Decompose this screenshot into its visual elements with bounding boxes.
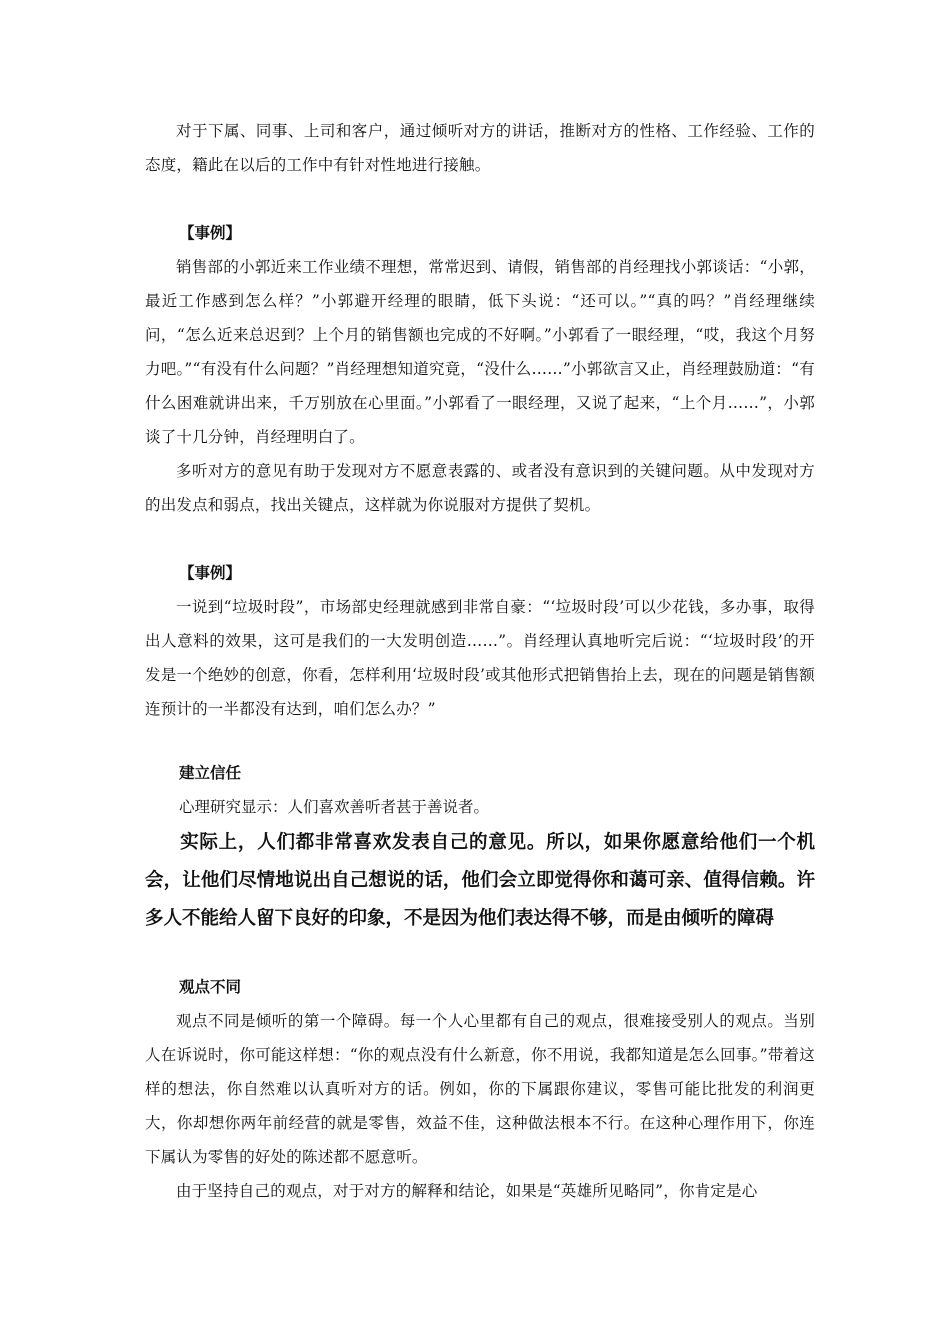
case-1-heading: 【事例】 [179,224,242,242]
trust-section [145,756,815,938]
intro-paragraph: 对于下属、同事、上司和客户，通过倾听对方的讲话，推断对方的性格、工作经验、工作的态度，籍此在以后的工作中有针对性地进行接触。 [145,122,815,174]
case-2-heading: 【事例】 [179,564,242,582]
intro-section [145,114,815,182]
case-1-section [145,216,815,522]
insight-paragraph: 多听对方的意见有助于发现对方不愿意表露的、或者没有意识到的关键问题。从中发现对方的出发点和弱点，找出关键点，这样就为你说服对方提供了契机。 [145,462,815,514]
different-views-paragraph: 观点不同是倾听的第一个障碍。每一个人心里都有自己的观点，很难接受别人的观点。当别人在诉说时，你可能这样想：“你的观点没有什么新意，你不用说，我都知道是怎么回事。”带着这样的想法，你自然难以认真听对方的话。例如，你的下属跟你建议，零售可能比批发的利润更大，你却想你两年前经营的就是零售，效益不佳，这种做法根本不行。在这种心理作用下，你连下属认为零售的好处的陈述都不愿意听。 [145,1012,815,1166]
own-viewpoint-paragraph: 由于坚持自己的观点，对于对方的解释和结论，如果是“英雄所见略同”，你肯定是心 [176,1182,758,1200]
different-views-section [145,970,815,1208]
trust-heading: 建立信任 [179,764,242,782]
case-2-paragraph: 一说到“垃圾时段”，市场部史经理就感到非常自豪：“‘垃圾时段’可以少花钱，多办事，取得出人意料的效果，这可是我们的一大发明创造……”。肖经理认真地听完后说：“‘垃圾时段’的开发是一个绝妙的创意，你看，怎样利用‘垃圾时段’或其他形式把销售抬上去，现在的问题是销售额连预计的一半都没有达到，咱们怎么办？” [145,598,815,718]
trust-paragraph: 心理研究显示：人们喜欢善听者甚于善说者。 [179,798,490,816]
trust-emphasis-paragraph: 实际上，人们都非常喜欢发表自己的意见。所以，如果你愿意给他们一个机会，让他们尽情地说出自己想说的话，他们会立即觉得你和蔼可亲、值得信赖。许多人不能给人留下良好的印象，不是因为他们表达得不够，而是由倾听的障碍 [145,832,815,929]
different-views-heading: 观点不同 [179,978,242,996]
case-2-section [145,556,815,726]
case-1-paragraph: 销售部的小郭近来工作业绩不理想，常常迟到、请假，销售部的肖经理找小郭谈话：“小郭，最近工作感到怎么样？”小郭避开经理的眼睛，低下头说：“还可以。”“真的吗？”肖经理继续问，“怎么近来总迟到？上个月的销售额也完成的不好啊。”小郭看了一眼经理，“哎，我这个月努力吧。”“有没有什么问题？”肖经理想知道究竟，“没什么……”小郭欲言又止，肖经理鼓励道：“有什么困难就讲出来，千万别放在心里面。”小郭看了一眼经理，又说了起来，“上个月……”，小郭谈了十几分钟，肖经理明白了。 [145,258,815,446]
